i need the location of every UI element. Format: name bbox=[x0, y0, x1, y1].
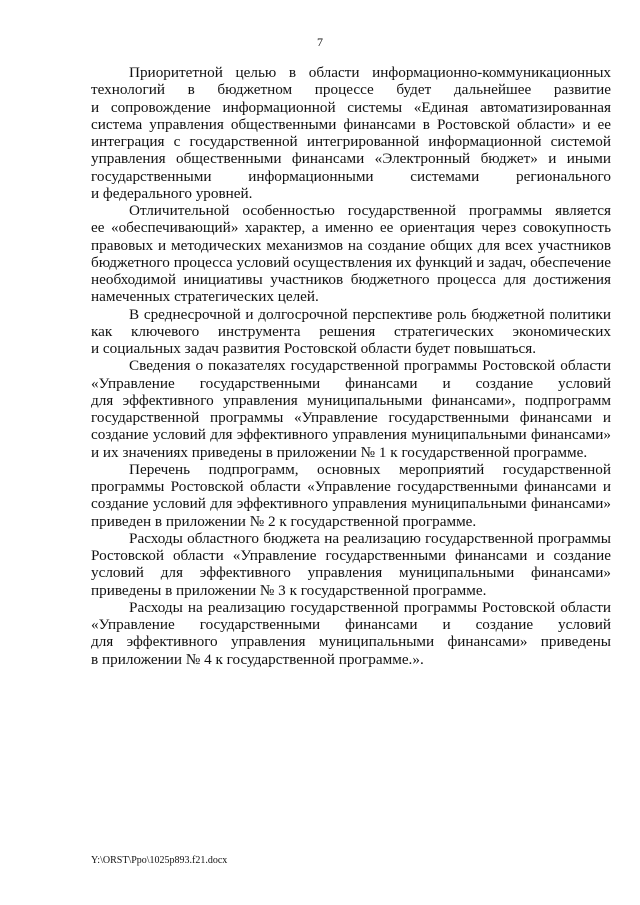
text-line: приведены в приложении № 3 к государственной программе. bbox=[91, 581, 487, 599]
text-line: создание условий для эффективного управления муниципальными финансами» bbox=[91, 495, 611, 513]
text-line: создание условий для эффективного управления муниципальными финансами» bbox=[91, 426, 611, 444]
text-line: система управления общественными финансами в Ростовской области» и ее bbox=[91, 115, 611, 133]
text-line: бюджетного процесса условий осуществления их функций и задач, обеспечение bbox=[91, 253, 611, 271]
text-line: Сведения о показателях государственной программы Ростовской области bbox=[129, 357, 611, 375]
text-line: программы Ростовской области «Управление государственными финансами и bbox=[91, 478, 611, 495]
text-line: и федерального уровней. bbox=[91, 184, 253, 202]
text-line: и социальных задач развития Ростовской области будет повышаться. bbox=[91, 340, 537, 357]
paragraph bbox=[91, 306, 611, 358]
paragraph bbox=[91, 530, 611, 599]
paragraph bbox=[91, 357, 611, 461]
text-line: интеграция с государственной интегрированной информационной системой bbox=[91, 133, 611, 150]
text-line: Расходы областного бюджета на реализацию государственной программы bbox=[129, 529, 611, 547]
text-line: условий для эффективного управления муниципальными финансами» bbox=[91, 564, 611, 582]
paragraph bbox=[91, 64, 611, 202]
text-line: Отличительной особенностью государственной программы является bbox=[129, 202, 611, 219]
text-line: и их значениях приведены в приложении № 1 к государственной программе. bbox=[91, 443, 588, 461]
text-line: Расходы на реализацию государственной программы Ростовской области bbox=[129, 598, 611, 616]
text-line: ее «обеспечивающий» характер, а именно ее ориентация через совокупность bbox=[91, 219, 611, 237]
text-line: Приоритетной целью в области информационно-коммуникационных bbox=[129, 64, 611, 81]
text-line: управления общественными финансами «Электронный бюджет» и иными bbox=[91, 150, 611, 168]
text-line: и сопровождение информационной системы «Единая автоматизированная bbox=[91, 98, 611, 116]
text-line: «Управление государственными финансами и создание условий bbox=[91, 616, 611, 633]
footer-file-path: Y:\ORST\Ppo\1025p893.f21.docx bbox=[91, 855, 228, 866]
text-line: Ростовской области «Управление государственными финансами и создание bbox=[91, 547, 611, 564]
text-line: как ключевого инструмента решения стратегических экономических bbox=[91, 322, 611, 340]
text-line: «Управление государственными финансами и создание условий bbox=[91, 374, 611, 392]
text-line: намеченных стратегических целей. bbox=[91, 288, 319, 306]
page-number: 7 bbox=[317, 35, 323, 49]
text-line: приведен в приложении № 2 к государственной программе. bbox=[91, 512, 477, 530]
paragraph bbox=[91, 599, 611, 668]
text-line: для эффективного управления муниципальными финансами», подпрограмм bbox=[91, 391, 611, 409]
text-line: правовых и методических механизмов на создание общих для всех участников bbox=[91, 236, 611, 254]
document-body bbox=[91, 64, 611, 668]
text-line: государственными информационными системами регионального bbox=[91, 167, 611, 185]
text-line: Перечень подпрограмм, основных мероприятий государственной bbox=[129, 460, 611, 478]
text-line: для эффективного управления муниципальными финансами» приведены bbox=[91, 633, 611, 651]
text-line: В среднесрочной и долгосрочной перспективе роль бюджетной политики bbox=[129, 305, 611, 323]
text-line: в приложении № 4 к государственной программе.». bbox=[91, 650, 424, 668]
paragraph bbox=[91, 202, 611, 306]
text-line: технологий в бюджетном процессе будет дальнейшее развитие bbox=[91, 81, 611, 99]
text-line: необходимой инициативы участников бюджетного процесса для достижения bbox=[91, 271, 611, 288]
text-line: государственной программы «Управление государственными финансами и bbox=[91, 409, 611, 426]
paragraph bbox=[91, 461, 611, 530]
